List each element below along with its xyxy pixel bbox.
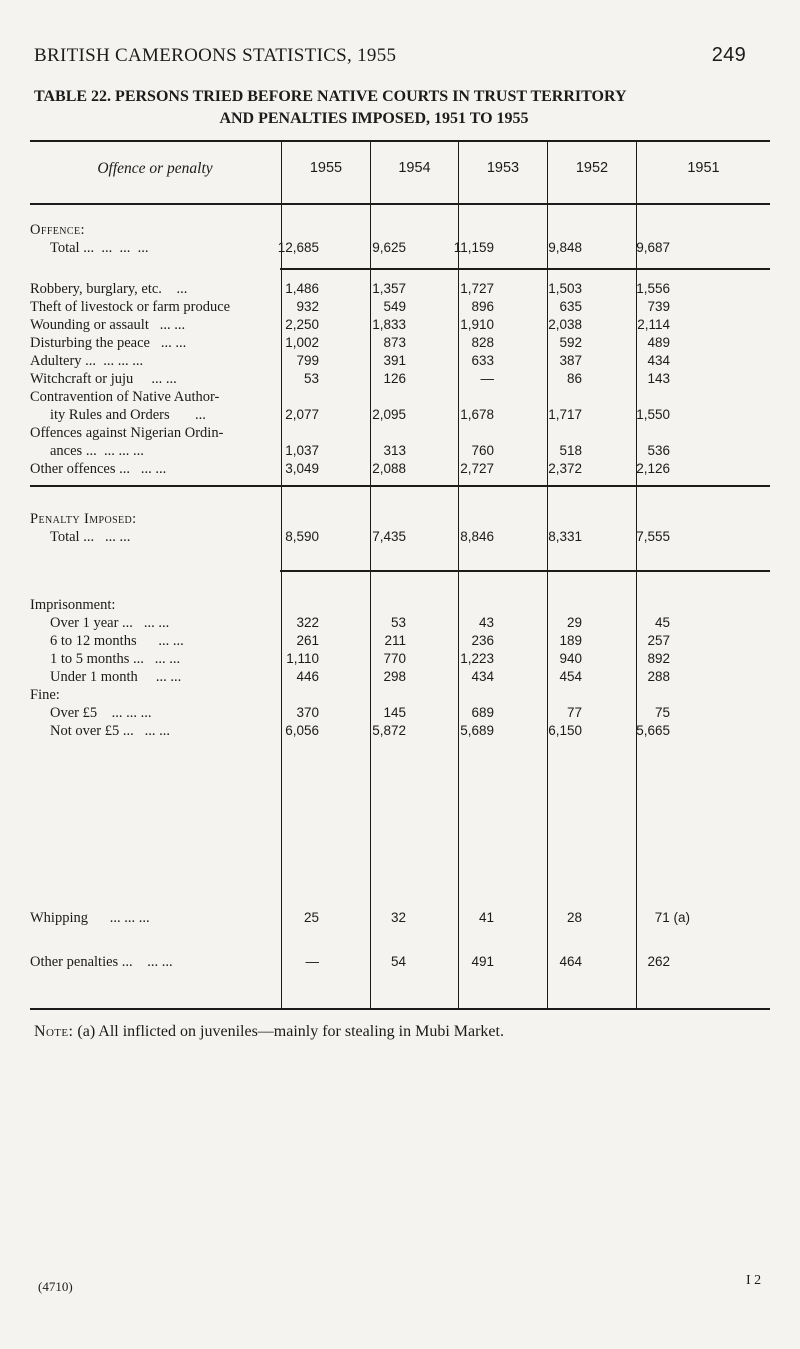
table-row bbox=[30, 425, 770, 443]
cell-value: 1,223 bbox=[460, 651, 494, 666]
whipping-row-wrap bbox=[30, 910, 770, 928]
table-row bbox=[30, 371, 770, 389]
cell-value: 2,095 bbox=[372, 407, 406, 422]
row-label: Not over £5 ... ... ... bbox=[50, 723, 171, 739]
fine-heading-row bbox=[30, 687, 770, 705]
row-label: ity Rules and Orders ... bbox=[50, 407, 206, 423]
penalty-section bbox=[30, 511, 770, 547]
cell-value: 189 bbox=[559, 633, 582, 648]
row-label: Total ... ... ... ... bbox=[50, 240, 149, 256]
cell-value: 940 bbox=[559, 651, 582, 666]
running-head bbox=[34, 44, 746, 67]
offence-heading-row bbox=[30, 222, 770, 240]
penalty-total-rule bbox=[280, 570, 770, 572]
cell-value: 689 bbox=[471, 705, 494, 720]
cell-value: 41 bbox=[478, 910, 494, 925]
cell-value: 536 bbox=[647, 443, 670, 458]
cell-value: 8,846 bbox=[460, 529, 494, 544]
cell-value: 236 bbox=[471, 633, 494, 648]
penalty-heading-row bbox=[30, 511, 770, 529]
cell-value: 446 bbox=[296, 669, 319, 684]
cell-value: 12,685 bbox=[277, 240, 319, 255]
cell-value: 1,717 bbox=[548, 407, 582, 422]
cell-value: 464 bbox=[559, 954, 582, 969]
page-number: 249 bbox=[711, 44, 746, 66]
table-row bbox=[30, 335, 770, 353]
row-label: Theft of livestock or farm produce bbox=[30, 299, 231, 315]
cell-value: 8,331 bbox=[548, 529, 582, 544]
cell-value: 322 bbox=[296, 615, 319, 630]
cell-value: 770 bbox=[383, 651, 406, 666]
row-label: Adultery ... ... ... ... bbox=[30, 353, 144, 369]
row-label: Whipping ... ... ... bbox=[30, 910, 150, 926]
cell-value: 71 (a) bbox=[654, 910, 690, 925]
cell-value: 1,357 bbox=[372, 281, 406, 296]
column-divider bbox=[281, 141, 282, 1008]
cell-value: 1,002 bbox=[285, 335, 319, 350]
cell-value: 262 bbox=[647, 954, 670, 969]
table-row bbox=[30, 651, 770, 669]
row-label: Other penalties ... ... ... bbox=[30, 954, 173, 970]
table-row bbox=[30, 633, 770, 651]
cell-value: 1,037 bbox=[285, 443, 319, 458]
table-row bbox=[30, 615, 770, 633]
row-label: Total ... ... ... bbox=[50, 529, 131, 545]
row-label: Wounding or assault ... ... bbox=[30, 317, 186, 333]
cell-value: 391 bbox=[383, 353, 406, 368]
cell-value: 1,503 bbox=[548, 281, 582, 296]
cell-value: 77 bbox=[566, 705, 582, 720]
table-row bbox=[30, 353, 770, 371]
cell-value: 29 bbox=[566, 615, 582, 630]
note-text: (a) All inflicted on juveniles—mainly for stealing in Mubi Market. bbox=[77, 1023, 504, 1040]
cell-value: 5,872 bbox=[372, 723, 406, 738]
cell-value: 2,126 bbox=[636, 461, 670, 476]
cell-value: 2,038 bbox=[548, 317, 582, 332]
cell-value: 387 bbox=[559, 353, 582, 368]
note-label: Note: bbox=[34, 1023, 74, 1040]
cell-value: 45 bbox=[654, 615, 670, 630]
table-row bbox=[30, 443, 770, 461]
row-label: Offences against Nigerian Ordin- bbox=[30, 425, 224, 441]
table-title-line1: TABLE 22. PERSONS TRIED BEFORE NATIVE COURTS IN TRUST TERRITORY bbox=[34, 88, 627, 105]
cell-value: 896 bbox=[471, 299, 494, 314]
cell-value: 434 bbox=[471, 669, 494, 684]
cell-value: 7,435 bbox=[372, 529, 406, 544]
label-column-header: Offence or penalty bbox=[97, 160, 213, 177]
fine-heading: Fine: bbox=[30, 687, 60, 703]
cell-value: 1,727 bbox=[460, 281, 494, 296]
cell-value: 86 bbox=[566, 371, 582, 386]
cell-value: 53 bbox=[390, 615, 406, 630]
cell-value: 1,486 bbox=[285, 281, 319, 296]
cell-value: 11,159 bbox=[453, 240, 494, 255]
cell-value: 873 bbox=[383, 335, 406, 350]
cell-value: 828 bbox=[471, 335, 494, 350]
year-header-1952: 1952 bbox=[575, 160, 609, 176]
offence-section-rule bbox=[30, 485, 770, 487]
column-divider bbox=[636, 141, 637, 1008]
cell-value: 54 bbox=[390, 954, 406, 969]
other-penalties-row-wrap bbox=[30, 954, 770, 972]
cell-value: 549 bbox=[383, 299, 406, 314]
table-row bbox=[30, 389, 770, 407]
column-divider bbox=[458, 141, 459, 1008]
row-label: Witchcraft or juju ... ... bbox=[30, 371, 177, 387]
cell-value: 28 bbox=[566, 910, 582, 925]
table-note bbox=[34, 1023, 504, 1041]
cell-value: — bbox=[480, 371, 494, 386]
table-row bbox=[30, 299, 770, 317]
cell-value: 635 bbox=[559, 299, 582, 314]
year-header-1953: 1953 bbox=[486, 160, 520, 176]
offence-total-rule bbox=[280, 268, 770, 270]
cell-value: 799 bbox=[296, 353, 319, 368]
offence-section bbox=[30, 222, 770, 258]
cell-value: 1,556 bbox=[636, 281, 670, 296]
cell-value: 288 bbox=[647, 669, 670, 684]
cell-value: 491 bbox=[471, 954, 494, 969]
table-row bbox=[30, 669, 770, 687]
cell-value: 7,555 bbox=[636, 529, 670, 544]
year-header-1951: 1951 bbox=[687, 160, 720, 176]
table-row bbox=[30, 461, 770, 479]
cell-value: 6,056 bbox=[285, 723, 319, 738]
cell-value: 2,250 bbox=[285, 317, 319, 332]
print-code: (4710) bbox=[38, 1279, 73, 1294]
signature-mark: I 2 bbox=[746, 1273, 762, 1288]
cell-value: 2,727 bbox=[460, 461, 494, 476]
row-label: ances ... ... ... ... bbox=[50, 443, 144, 459]
cell-value: 633 bbox=[471, 353, 494, 368]
cell-value: 313 bbox=[383, 443, 406, 458]
column-divider bbox=[370, 141, 371, 1008]
penalty-heading: Penalty Imposed: bbox=[30, 511, 137, 527]
running-title: BRITISH CAMEROONS STATISTICS, 1955 bbox=[34, 45, 397, 66]
row-label: 6 to 12 months ... ... bbox=[50, 633, 184, 649]
cell-value: 2,088 bbox=[372, 461, 406, 476]
table-row bbox=[30, 317, 770, 335]
cell-value: — bbox=[305, 954, 319, 969]
cell-value: 211 bbox=[384, 633, 406, 648]
cell-value: 3,049 bbox=[285, 461, 319, 476]
table-row bbox=[30, 705, 770, 723]
cell-value: 2,114 bbox=[637, 317, 670, 332]
cell-value: 1,550 bbox=[636, 407, 670, 422]
table-bottom-rule bbox=[30, 1008, 770, 1010]
cell-value: 126 bbox=[383, 371, 406, 386]
cell-value: 454 bbox=[559, 669, 582, 684]
row-label: Other offences ... ... ... bbox=[30, 461, 167, 477]
table-row bbox=[30, 954, 770, 972]
cell-value: 592 bbox=[559, 335, 582, 350]
cell-value: 261 bbox=[296, 633, 319, 648]
cell-value: 145 bbox=[383, 705, 406, 720]
row-label: Robbery, burglary, etc. ... bbox=[30, 281, 188, 297]
cell-value: 6,150 bbox=[548, 723, 582, 738]
header-bottom-rule bbox=[30, 203, 770, 205]
cell-value: 9,625 bbox=[372, 240, 406, 255]
cell-value: 2,372 bbox=[548, 461, 582, 476]
cell-value: 434 bbox=[647, 353, 670, 368]
imprisonment-heading-row bbox=[30, 597, 770, 615]
penalty-total-row bbox=[30, 529, 770, 547]
cell-value: 75 bbox=[654, 705, 670, 720]
cell-value: 32 bbox=[390, 910, 406, 925]
cell-value: 518 bbox=[559, 443, 582, 458]
cell-value: 370 bbox=[296, 705, 319, 720]
offence-heading: Offence: bbox=[30, 222, 85, 238]
year-header-1955: 1955 bbox=[309, 160, 343, 176]
offence-rows bbox=[30, 281, 770, 479]
cell-value: 8,590 bbox=[285, 529, 319, 544]
row-label: Under 1 month ... ... bbox=[50, 669, 182, 685]
year-header-1954: 1954 bbox=[398, 160, 431, 176]
table-row bbox=[30, 407, 770, 425]
table-title bbox=[34, 86, 754, 130]
cell-value: 5,689 bbox=[460, 723, 494, 738]
cell-value: 932 bbox=[296, 299, 319, 314]
cell-value: 1,110 bbox=[286, 651, 319, 666]
table-row bbox=[30, 281, 770, 299]
imprisonment-heading: Imprisonment: bbox=[30, 597, 116, 613]
table-top-rule bbox=[30, 140, 770, 142]
table-row bbox=[30, 723, 770, 741]
column-divider bbox=[547, 141, 548, 1008]
cell-value: 2,077 bbox=[285, 407, 319, 422]
cell-value: 9,687 bbox=[636, 240, 670, 255]
penalty-rows bbox=[30, 597, 770, 741]
cell-value: 5,665 bbox=[636, 723, 670, 738]
cell-value: 1,833 bbox=[372, 317, 406, 332]
row-label: Over £5 ... ... ... bbox=[50, 705, 152, 721]
offence-total-row bbox=[30, 240, 770, 258]
cell-value: 1,910 bbox=[460, 317, 494, 332]
row-label: Contravention of Native Author- bbox=[30, 389, 220, 405]
cell-value: 489 bbox=[647, 335, 670, 350]
cell-value: 760 bbox=[471, 443, 494, 458]
row-label: Over 1 year ... ... ... bbox=[50, 615, 170, 631]
cell-value: 43 bbox=[478, 615, 494, 630]
cell-value: 257 bbox=[647, 633, 670, 648]
cell-value: 143 bbox=[647, 371, 670, 386]
row-label: 1 to 5 months ... ... ... bbox=[50, 651, 181, 667]
cell-value: 53 bbox=[303, 371, 319, 386]
cell-value: 1,678 bbox=[460, 407, 494, 422]
cell-value: 25 bbox=[303, 910, 319, 925]
table-title-line2: AND PENALTIES IMPOSED, 1951 TO 1955 bbox=[219, 110, 529, 127]
row-label: Disturbing the peace ... ... bbox=[30, 335, 187, 351]
cell-value: 298 bbox=[383, 669, 406, 684]
cell-value: 739 bbox=[647, 299, 670, 314]
table-row bbox=[30, 910, 770, 928]
cell-value: 9,848 bbox=[548, 240, 582, 255]
cell-value: 892 bbox=[647, 651, 670, 666]
